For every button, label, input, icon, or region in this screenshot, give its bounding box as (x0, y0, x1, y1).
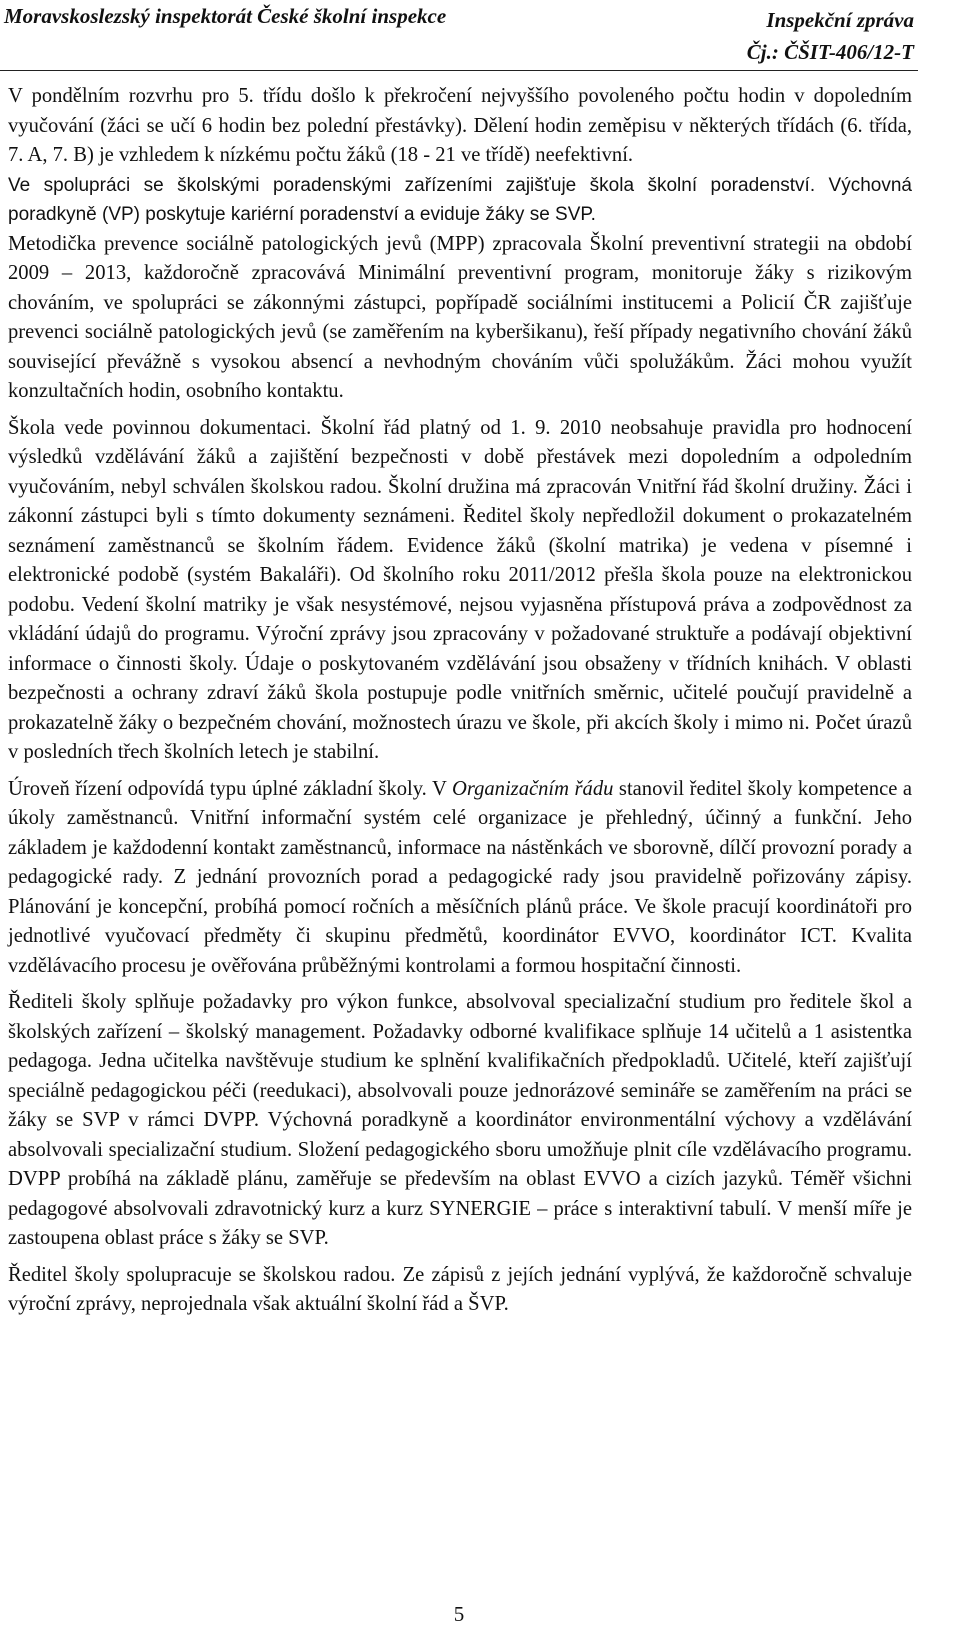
management-text-start: Úroveň řízení odpovídá typu úplné základní školy. V (8, 777, 452, 800)
header-rule (0, 70, 918, 71)
header-report-id (747, 4, 914, 68)
paragraph-timetable: V pondělním rozvrhu pro 5. třídu došlo k překročení nejvyššího povoleného počtu hodin v dopoledním vyučování (žáci se učí 6 hodin bez polední přestávky). Dělení hodin zeměpisu v některých třídách (6. třída, 7. A, 7. B) je vzhledem k nízkému počtu žáků (18 - 21 ve třídě) neefektivní. (8, 85, 912, 166)
paragraph-counselling: Ve spolupráci se školskými poradenskými zařízeními zajišťuje škola školní poradenství. Výchovná poradkyně (VP) poskytuje kariérní poradenství a eviduje žáky se SVP. (8, 174, 912, 225)
header-authority-name: Moravskoslezský inspektorát České školní inspekce (4, 4, 447, 28)
paragraph-staff: Řediteli školy splňuje požadavky pro výkon funkce, absolvoval specializační studium pro ředitele škol a školských zařízení – školský management. Požadavky odborné kvalifikace splňuje 14 učitelů a 1 asistentka pedagoga. Jedna učitelka navštěvuje studium ke splnění kvalifikačních předpokladů. Učitelé, kteří zajišťují speciálně pedagogickou péči (reedukaci), absolvovali pouze jednorázové semináře se zaměřením na práci se žáky se SVP v rámci DVPP. Výchovná poradkyně a koordinátor environmentální výchovy a vzdělávání absolvovali specializační studium. Složení pedagogického sboru umožňuje plnit cíle vzdělávacího programu. DVPP probíhá na základě plánu, zaměřuje se především na oblast EVVO a cizích jazyků. Téměř všichni pedagogové absolvovali zdravotnický kurz a kurz SYNERGIE – práce s interaktivní tabulí. V menší míře je zastoupena oblast práce s žáky se SVP. (8, 991, 912, 1249)
header-reference-number: Čj.: ČŠIT-406/12-T (746, 40, 914, 64)
header-report-title: Inspekční zpráva (766, 8, 914, 32)
paragraph-school-board: Ředitel školy spolupracuje se školskou radou. Ze zápisů z jejích jednání vyplývá, že každoročně schvaluje výroční zprávy, neprojednala však aktuální školní řád a ŠVP. (8, 1263, 912, 1315)
paragraph-prevention: Metodička prevence sociálně patologických jevů (MPP) zpracovala Školní preventivní strategii na období 2009 – 2013, každoročně zpracovává Minimální preventivní program, monitoruje žáky s rizikovým chováním, ve spolupráci se zákonnými zástupci, popřípadě sociálními institucemi a Policií ČR zajišťuje prevenci sociálně patologických jevů (se zaměřením na kyberšikanu), řeší případy negativního chování žáků související převážně s vysokou absencí a nevhodným chováním vůči spolužákům. Žáci mohou využít konzultačních hodin, osobního kontaktu. (8, 232, 912, 402)
management-text-end: stanovil ředitel školy kompetence a úkoly zaměstnanců. Vnitřní informační systém celé organizace je přehledný, účinný a funkční. Jeho základem je každodenní kontakt zaměstnanců, informace na nástěnkách ve sborovně, dílčí provozní porady a pedagogické rady. Z jednání provozních porad a pedagogické rady jsou pravidelně pořizovány zápisy. Plánování je koncepční, probíhá pomocí ročních a měsíčních plánů práce. Ve škole pracují koordinátoři pro jednotlivé vyučovací předměty či skupinu předmětů, koordinátor EVVO, koordinátor ICT. Kvalita vzdělávacího procesu je ověřována průběžnými kontrolami a formou hospitační činnosti. (8, 777, 912, 977)
management-emphasis: Organizačním řádu (451, 777, 614, 800)
page-number: 5 (453, 1602, 465, 1626)
paragraph-documentation: Škola vede povinnou dokumentaci. Školní řád platný od 1. 9. 2010 neobsahuje pravidla pro hodnocení výsledků vzdělávání žáků a zajištění bezpečnosti v době přestávek mezi dopoledním a odpoledním vyučováním, nebyl schválen školskou radou. Školní družina má zpracován Vnitřní řád školní družiny. Žáci i zákonní zástupci byli s tímto dokumenty seznámeni. Ředitel školy nepředložil dokument o prokazatelném seznámení zaměstnanců se školním řádem. Evidence žáků (školní matrika) je vedena v písemné i elektronické podobě (systém Bakaláři). Od školního roku 2011/2012 přešla škola pouze na elektronickou podobu. Vedení školní matriky je však nesystémové, nejsou vyjasněna přístupová práva a zodpovědnost za vkládání údajů do programu. Výroční zprávy jsou zpracovány v požadované struktuře a podávají objektivní informace o činnosti školy. Údaje o poskytovaném vzdělávání jsou obsaženy v třídních knihách. V oblasti bezpečnosti a ochrany zdraví žáků škola postupuje podle vnitřních směrnic, učitelé poučují pravidelně a prokazatelně žáky o bezpečném chování, možnostech úrazu ve škole, při akcích školy i mimo ni. Počet úrazů v posledních třech školních letech je stabilní. (8, 416, 912, 763)
document-body (8, 82, 912, 1327)
page-header (0, 0, 960, 76)
paragraph-management (8, 775, 912, 982)
